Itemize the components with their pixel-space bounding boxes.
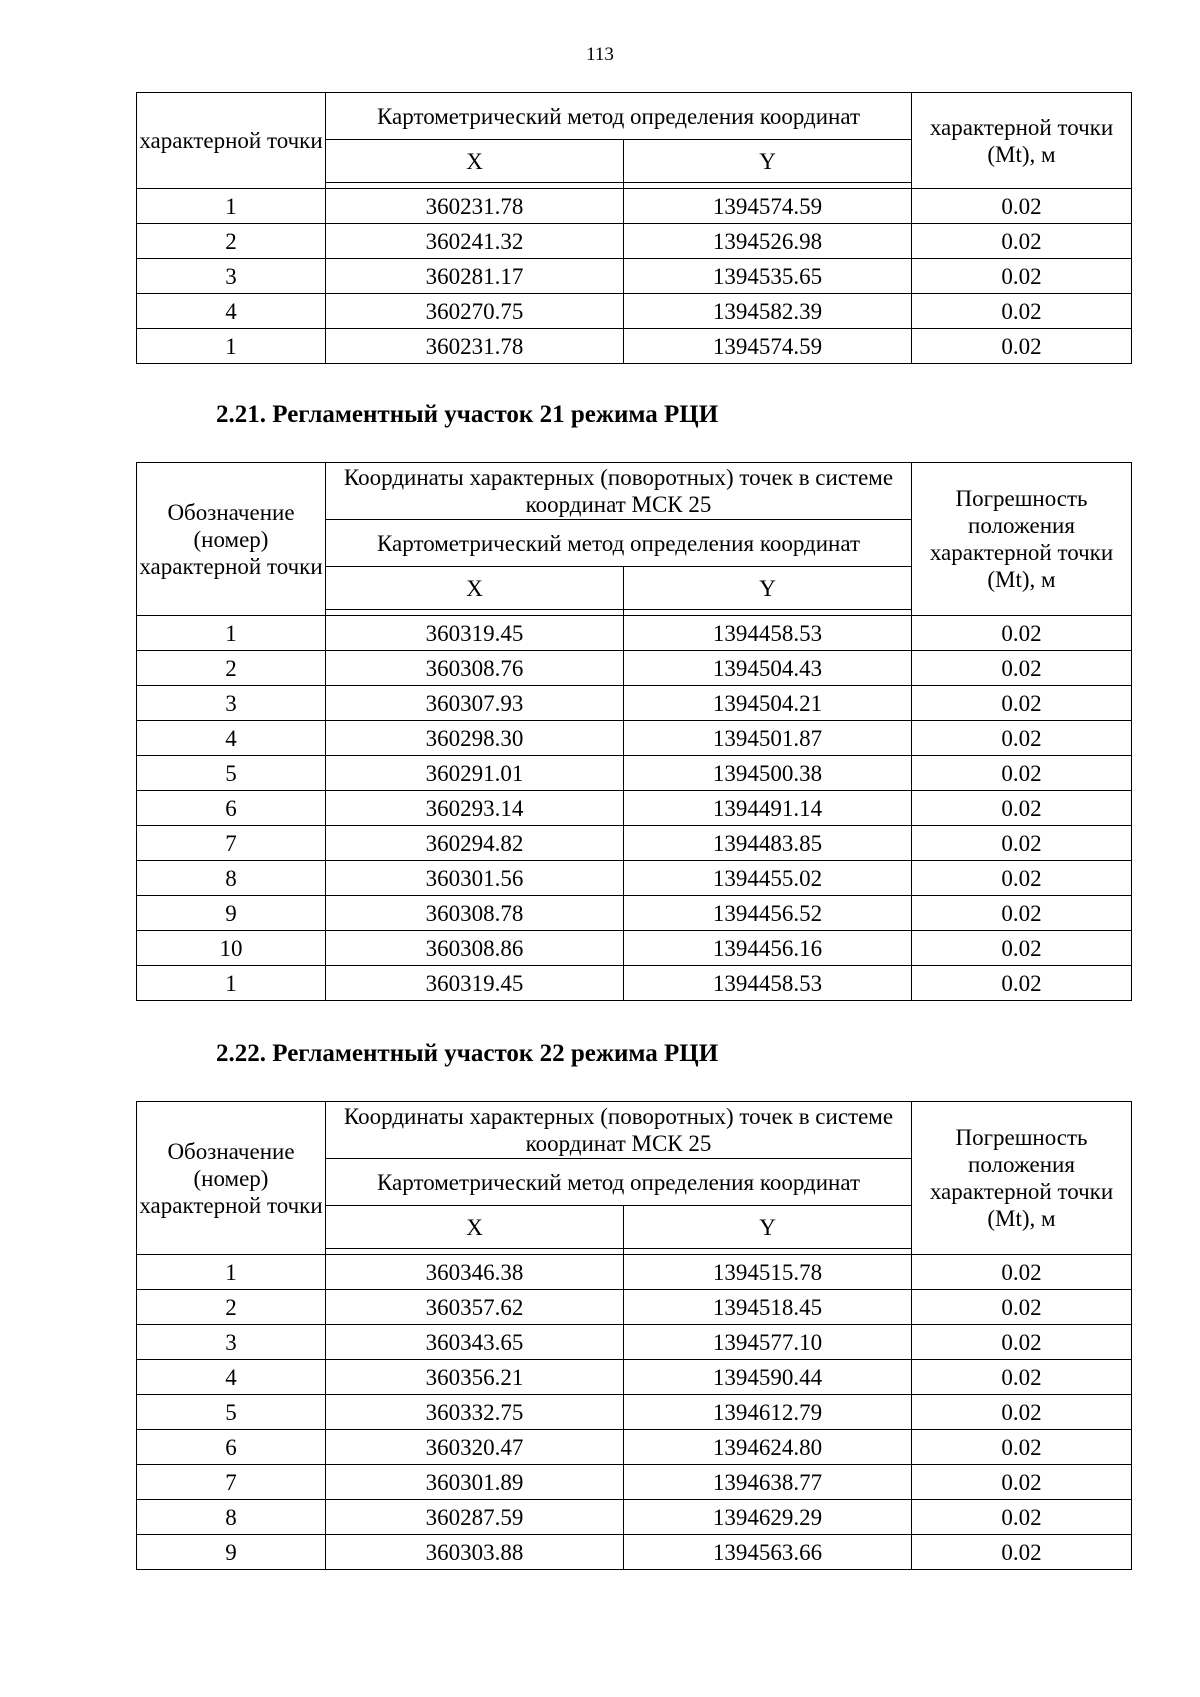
error-value-cell: 0.02 (912, 1535, 1132, 1570)
error-value-cell: 0.02 (912, 1465, 1132, 1500)
point-number-cell: 8 (137, 861, 326, 896)
method-header: Картометрический метод определения координат (326, 520, 912, 567)
table-row (137, 686, 1132, 721)
x-coordinate-cell: 360308.86 (326, 931, 624, 966)
point-number-cell: 9 (137, 896, 326, 931)
x-coordinate-cell: 360231.78 (326, 329, 624, 364)
y-coordinate-cell: 1394574.59 (624, 189, 912, 224)
x-coordinate-cell: 360294.82 (326, 826, 624, 861)
y-coordinate-cell: 1394526.98 (624, 224, 912, 259)
x-coordinate-cell: 360308.78 (326, 896, 624, 931)
coordinates-header: Координаты характерных (поворотных) точек в системе координат МСК 25 (326, 1102, 912, 1159)
point-number-cell: 1 (137, 329, 326, 364)
error-value-cell: 0.02 (912, 329, 1132, 364)
designation-header: характерной точки (137, 93, 326, 189)
table-row (137, 1360, 1132, 1395)
table-row (137, 1430, 1132, 1465)
point-number-cell: 1 (137, 189, 326, 224)
table-row (137, 329, 1132, 364)
point-number-cell: 2 (137, 651, 326, 686)
table-row (137, 616, 1132, 651)
x-header: X (326, 140, 624, 183)
point-number-cell: 9 (137, 1535, 326, 1570)
x-header: X (326, 1206, 624, 1249)
table-row (137, 224, 1132, 259)
y-coordinate-cell: 1394456.52 (624, 896, 912, 931)
x-coordinate-cell: 360293.14 (326, 791, 624, 826)
point-number-cell: 1 (137, 966, 326, 1001)
table-row (137, 1535, 1132, 1570)
y-coordinate-cell: 1394456.16 (624, 931, 912, 966)
y-coordinate-cell: 1394574.59 (624, 329, 912, 364)
point-number-cell: 10 (137, 931, 326, 966)
y-coordinate-cell: 1394500.38 (624, 756, 912, 791)
coordinates-header: Координаты характерных (поворотных) точек в системе координат МСК 25 (326, 463, 912, 520)
y-header: Y (624, 1206, 912, 1249)
error-value-cell: 0.02 (912, 1360, 1132, 1395)
table-row (137, 651, 1132, 686)
y-coordinate-cell: 1394624.80 (624, 1430, 912, 1465)
x-coordinate-cell: 360357.62 (326, 1290, 624, 1325)
table-row (137, 1465, 1132, 1500)
point-number-cell: 6 (137, 791, 326, 826)
method-header: Картометрический метод определения координат (326, 93, 912, 140)
y-coordinate-cell: 1394535.65 (624, 259, 912, 294)
x-coordinate-cell: 360287.59 (326, 1500, 624, 1535)
error-header: характерной точки (Mt), м (912, 93, 1132, 189)
point-number-cell: 7 (137, 1465, 326, 1500)
y-coordinate-cell: 1394455.02 (624, 861, 912, 896)
y-coordinate-cell: 1394515.78 (624, 1255, 912, 1290)
error-value-cell: 0.02 (912, 931, 1132, 966)
table-row (137, 294, 1132, 329)
x-coordinate-cell: 360308.76 (326, 651, 624, 686)
y-coordinate-cell: 1394629.29 (624, 1500, 912, 1535)
x-coordinate-cell: 360291.01 (326, 756, 624, 791)
table-row (137, 966, 1132, 1001)
page-number: 113 (586, 44, 614, 65)
x-coordinate-cell: 360343.65 (326, 1325, 624, 1360)
error-value-cell: 0.02 (912, 294, 1132, 329)
error-value-cell: 0.02 (912, 1430, 1132, 1465)
error-value-cell: 0.02 (912, 189, 1132, 224)
table-row (137, 861, 1132, 896)
y-coordinate-cell: 1394483.85 (624, 826, 912, 861)
point-number-cell: 5 (137, 1395, 326, 1430)
error-value-cell: 0.02 (912, 259, 1132, 294)
x-coordinate-cell: 360270.75 (326, 294, 624, 329)
x-coordinate-cell: 360319.45 (326, 966, 624, 1001)
error-header: Погрешность положения характерной точки (Mt), м (912, 1102, 1132, 1255)
point-number-cell: 7 (137, 826, 326, 861)
error-value-cell: 0.02 (912, 896, 1132, 931)
table-row (137, 756, 1132, 791)
x-coordinate-cell: 360241.32 (326, 224, 624, 259)
table-row (137, 1325, 1132, 1360)
table-row (137, 791, 1132, 826)
x-coordinate-cell: 360298.30 (326, 721, 624, 756)
error-value-cell: 0.02 (912, 1500, 1132, 1535)
error-value-cell: 0.02 (912, 1290, 1132, 1325)
table-row (137, 189, 1132, 224)
y-coordinate-cell: 1394491.14 (624, 791, 912, 826)
x-coordinate-cell: 360303.88 (326, 1535, 624, 1570)
point-number-cell: 4 (137, 294, 326, 329)
table-row (137, 826, 1132, 861)
y-coordinate-cell: 1394518.45 (624, 1290, 912, 1325)
table-row (137, 931, 1132, 966)
point-number-cell: 1 (137, 616, 326, 651)
point-number-cell: 6 (137, 1430, 326, 1465)
x-coordinate-cell: 360281.17 (326, 259, 624, 294)
error-value-cell: 0.02 (912, 791, 1132, 826)
error-value-cell: 0.02 (912, 861, 1132, 896)
point-number-cell: 5 (137, 756, 326, 791)
point-number-cell: 3 (137, 686, 326, 721)
x-coordinate-cell: 360307.93 (326, 686, 624, 721)
table-row (137, 1500, 1132, 1535)
y-coordinate-cell: 1394501.87 (624, 721, 912, 756)
x-coordinate-cell: 360301.56 (326, 861, 624, 896)
x-coordinate-cell: 360332.75 (326, 1395, 624, 1430)
coordinates-table-21 (136, 462, 1132, 1001)
point-number-cell: 3 (137, 259, 326, 294)
error-value-cell: 0.02 (912, 616, 1132, 651)
x-coordinate-cell: 360346.38 (326, 1255, 624, 1290)
table-row (137, 896, 1132, 931)
point-number-cell: 4 (137, 1360, 326, 1395)
table-row (137, 259, 1132, 294)
y-coordinate-cell: 1394458.53 (624, 966, 912, 1001)
error-header: Погрешность положения характерной точки (Mt), м (912, 463, 1132, 616)
y-coordinate-cell: 1394638.77 (624, 1465, 912, 1500)
table-row (137, 1255, 1132, 1290)
error-value-cell: 0.02 (912, 826, 1132, 861)
point-number-cell: 8 (137, 1500, 326, 1535)
error-value-cell: 0.02 (912, 651, 1132, 686)
error-value-cell: 0.02 (912, 966, 1132, 1001)
y-header: Y (624, 567, 912, 610)
designation-header: Обозначение (номер) характерной точки (137, 463, 326, 616)
error-value-cell: 0.02 (912, 224, 1132, 259)
y-coordinate-cell: 1394504.43 (624, 651, 912, 686)
point-number-cell: 1 (137, 1255, 326, 1290)
table-row (137, 721, 1132, 756)
error-value-cell: 0.02 (912, 1325, 1132, 1360)
y-coordinate-cell: 1394504.21 (624, 686, 912, 721)
x-coordinate-cell: 360319.45 (326, 616, 624, 651)
y-header: Y (624, 140, 912, 183)
y-coordinate-cell: 1394612.79 (624, 1395, 912, 1430)
x-header: X (326, 567, 624, 610)
y-coordinate-cell: 1394458.53 (624, 616, 912, 651)
point-number-cell: 2 (137, 224, 326, 259)
section-heading-22: 2.22. Регламентный участок 22 режима РЦИ (216, 1040, 719, 1067)
x-coordinate-cell: 360320.47 (326, 1430, 624, 1465)
y-coordinate-cell: 1394563.66 (624, 1535, 912, 1570)
y-coordinate-cell: 1394577.10 (624, 1325, 912, 1360)
point-number-cell: 4 (137, 721, 326, 756)
coordinates-table-22 (136, 1101, 1132, 1570)
table-row (137, 1395, 1132, 1430)
x-coordinate-cell: 360356.21 (326, 1360, 624, 1395)
coordinates-table-continued (136, 92, 1132, 364)
error-value-cell: 0.02 (912, 756, 1132, 791)
method-header: Картометрический метод определения координат (326, 1159, 912, 1206)
error-value-cell: 0.02 (912, 721, 1132, 756)
point-number-cell: 2 (137, 1290, 326, 1325)
y-coordinate-cell: 1394590.44 (624, 1360, 912, 1395)
error-value-cell: 0.02 (912, 686, 1132, 721)
x-coordinate-cell: 360301.89 (326, 1465, 624, 1500)
table-row (137, 1290, 1132, 1325)
x-coordinate-cell: 360231.78 (326, 189, 624, 224)
point-number-cell: 3 (137, 1325, 326, 1360)
section-heading-21: 2.21. Регламентный участок 21 режима РЦИ (216, 401, 719, 428)
error-value-cell: 0.02 (912, 1395, 1132, 1430)
designation-header: Обозначение (номер) характерной точки (137, 1102, 326, 1255)
error-value-cell: 0.02 (912, 1255, 1132, 1290)
y-coordinate-cell: 1394582.39 (624, 294, 912, 329)
